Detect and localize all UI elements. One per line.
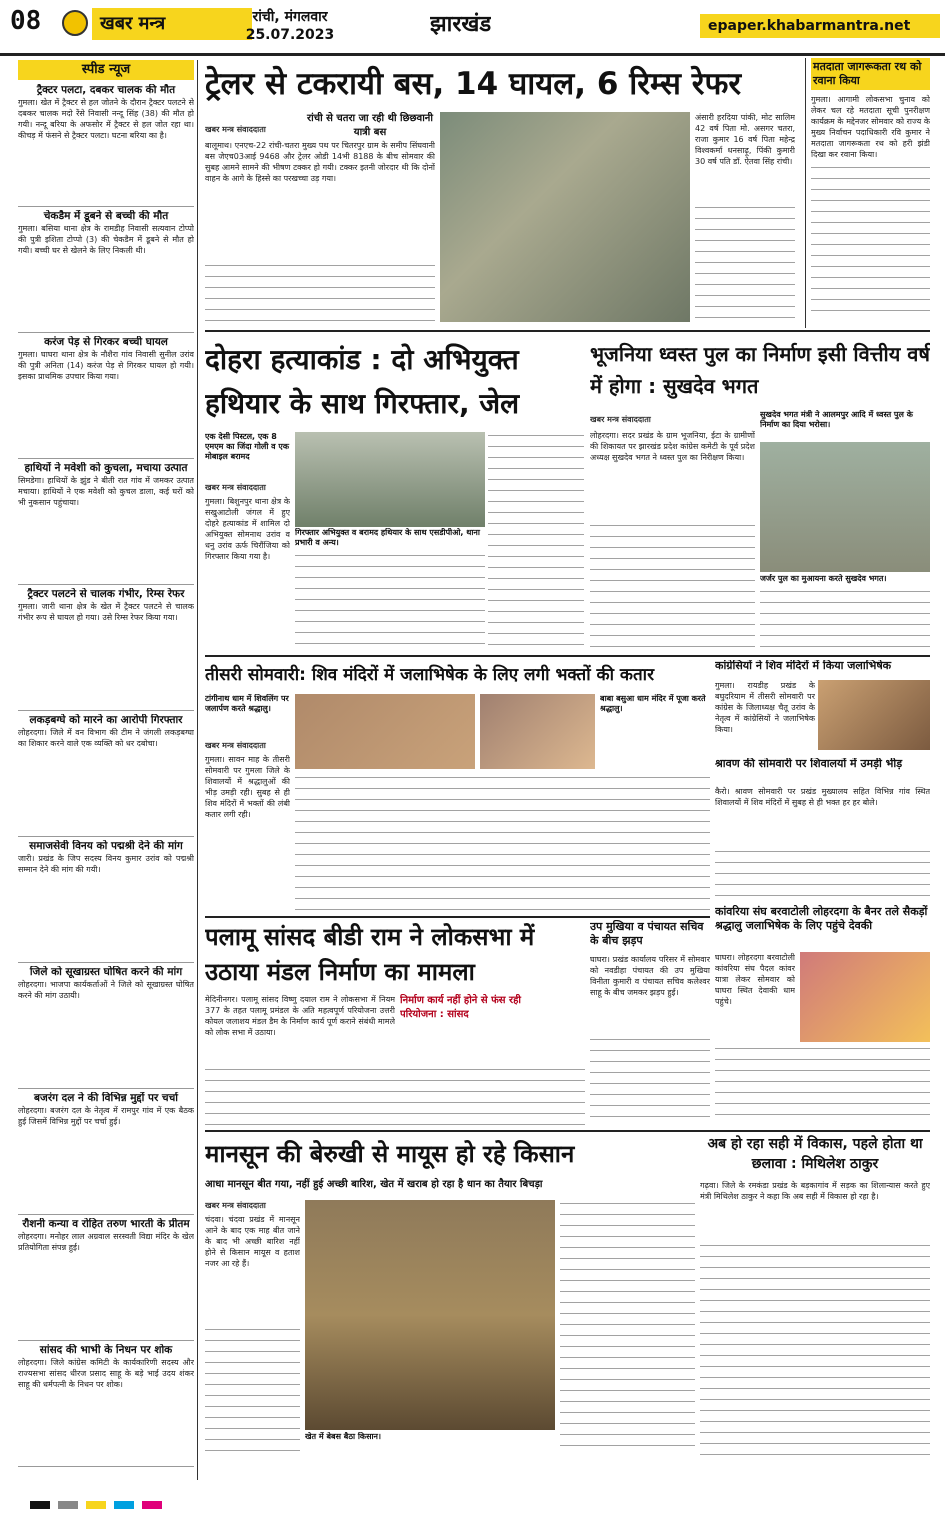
development-continued bbox=[700, 1242, 930, 1457]
right-column-story bbox=[805, 58, 930, 328]
registration-mark bbox=[30, 1501, 50, 1509]
shrawan-headline: तीसरी सोमवारी: शिव मंदिरों में जलाभिषेक के लिए लगी भक्तों की कतार bbox=[205, 665, 655, 685]
section-divider bbox=[205, 330, 930, 332]
registration-mark bbox=[142, 1501, 162, 1509]
shrawan-photo-2 bbox=[480, 694, 595, 769]
monsoon-body: चंदवा। चंदवा प्रखंड में मानसून आने के बाद एक माह बीत जाने के बाद भी अच्छी बारिश नहीं होने से किसान मायूस व हताश नजर आ रहे हैं। bbox=[205, 1215, 300, 1268]
news-brief-body: गुमला। बसिया थाना क्षेत्र के रामडीह निवासी सत्यवान टोप्पो की पुत्री इशिता टोप्पो (3) की चेकडैम में डूबने से मौत हो गयी। बच्ची घर से खेलने के लिए निकली थी। bbox=[18, 224, 194, 255]
news-brief-title: हाथियों ने मवेशी को कुचला, मचाया उत्पात bbox=[24, 462, 188, 474]
issue-date: 25.07.2023 bbox=[245, 27, 335, 43]
lead-body-continued bbox=[205, 262, 435, 322]
speed-news-label: स्पीड न्यूज bbox=[18, 60, 194, 80]
right-story-title: मतदाता जागरूकता रथ को रवाना किया bbox=[811, 58, 930, 90]
farmer-photo-caption: खेत में बेबस बैठा किसान। bbox=[305, 1432, 382, 1441]
news-brief-title: सांसद की भाभी के निधन पर शोक bbox=[39, 1344, 173, 1356]
epaper-link[interactable]: epaper.khabarmantra.net bbox=[700, 14, 940, 38]
brand-name: खबर मन्त्र bbox=[92, 8, 252, 40]
news-brief-body: लोहरदगा। भाजपा कार्यकर्ताओं ने जिले को सूखाग्रस्त घोषित करने की मांग उठायी। bbox=[18, 980, 194, 1000]
shrawan-caption-2: बाबा बसुआ धाम मंदिर में पूजा करते श्रद्धालु। bbox=[600, 694, 706, 713]
shrawan-caption-1: टांगीनाथ धाम में शिवलिंग पर जलार्पण करते श्रद्धालु। bbox=[205, 694, 289, 713]
bridge-attendees bbox=[760, 588, 930, 652]
development-body: गढ़वा। जिले के रमकंडा प्रखंड के बड़कागांव में सड़क का शिलान्यास करते हुए मंत्री मिथिलेश ठाकुर ने कहा कि अब सही में विकास हो रहा है। bbox=[700, 1181, 930, 1201]
lead-body: बालूमाथ। एनएच-22 रांची-चतरा मुख्य पथ पर चितरपुर ग्राम के समीप सिंघवानी बस जेएच03आई 9468 और ट्रेलर ओडी 14भी 8188 के बीच सोमवार की सुबह आमने सामने की भीषण टक्कर हो गयी। टक्कर इतनी जोरदार थी कि दोनों वाहन के आगे के हिस्से का परखच्चा उड़ गया। bbox=[205, 141, 435, 183]
news-brief-item bbox=[18, 1218, 194, 1341]
somwari-continued bbox=[715, 848, 930, 903]
news-brief-item bbox=[18, 210, 194, 333]
city-day: रांची, मंगलवार bbox=[252, 9, 328, 25]
somwari-body: कैरो। श्रावण सोमवारी पर प्रखंड मुख्यालय सहित विभिन्न गांव स्थित शिवालयों में शिव मंदिरों में सुबह से ही भक्त हर हर बोले। bbox=[715, 787, 930, 807]
shrawan-photo-1 bbox=[295, 694, 475, 769]
news-brief-body: लोहरदगा। जिले कांग्रेस कमिटी के कार्यकारिणी सदस्य और राज्यसभा सांसद धीरज प्रसाद साहू के बड़े भाई उदय शंकर साहू की धर्मपत्नी के निधन पर शोक। bbox=[18, 1358, 194, 1389]
news-brief-body: लोहरदगा। जिले में वन विभाग की टीम ने जंगली लकड़बग्घा का शिकार करने वाले एक व्यक्ति को धर दबोचा। bbox=[18, 728, 194, 748]
bridge-headline: भूजनिया ध्वस्त पुल का निर्माण इसी वित्तीय वर्ष में होगा : सुखदेव भगत bbox=[590, 342, 930, 398]
kanwariya-title: कांवरिया संघ बरवाटोली लोहरदगा के बैनर तले सैकड़ों श्रद्धालु जलाभिषेक के लिए पहुंचे देवकी bbox=[715, 905, 928, 932]
monsoon-byline: खबर मन्त्र संवाददाता bbox=[205, 1201, 266, 1210]
news-brief-item bbox=[18, 462, 194, 585]
right-story-continued bbox=[811, 164, 930, 314]
shrawan-body-continued bbox=[295, 774, 710, 914]
monsoon-body-col3 bbox=[560, 1200, 695, 1456]
news-brief-body: गुमला। जारी थाना क्षेत्र के खेत में ट्रैक्टर पलटने से चालक गंभीर रूप से घायल हो गया। उसे रिम्स रेफर किया गया। bbox=[18, 602, 194, 622]
congress-title: कांग्रेसियों ने शिव मंदिरों में किया जलाभिषेक bbox=[715, 660, 892, 672]
news-brief-title: चेकडैम में डूबने से बच्ची की मौत bbox=[43, 210, 169, 222]
section-divider bbox=[205, 655, 930, 657]
news-brief-title: करंज पेड़ से गिरकर बच्ची घायल bbox=[44, 336, 168, 348]
bridge-byline: खबर मन्त्र संवाददाता bbox=[590, 415, 651, 424]
news-brief-title: बजरंग दल ने की विभिन्न मुद्दों पर चर्चा bbox=[34, 1092, 178, 1104]
kanwariya-photo bbox=[800, 952, 930, 1042]
murder-body: गुमला। बिशुनपुर थाना क्षेत्र के सखुआटोली जंगल में हुए दोहरे हत्याकांड में शामिल दो अभियुक्त सोमनाथ उरांव व धनु उरांव ऊर्फ चिरौंजिया को गिरफ्तार किया गया है। bbox=[205, 497, 290, 561]
news-brief-title: ट्रैक्टर पलटने से चालक गंभीर, रिम्स रेफर bbox=[27, 588, 185, 600]
news-brief-body: गुमला। घाघरा थाना क्षेत्र के नौशैरा गांव निवासी सुनील उरांव की पुत्री अनिता (14) करंज पेड़ से गिरकर घायल हो गयी। इसका प्राथमिक उपचार किया गया। bbox=[18, 350, 194, 381]
development-title: अब हो रहा सही में विकास, पहले होता था छलावा : मिथिलेश ठाकुर bbox=[707, 1136, 923, 1172]
shrawan-body: गुमला। सावन माह के तीसरी सोमवारी पर गुमला जिले के शिवालयों में श्रद्धालुओं की भीड़ उमड़ी रही। सुबह से ही शिव मंदिरों में भक्तों की लंबी कतार लगी रही। bbox=[205, 755, 290, 819]
bridge-body: लोहरदगा। सदर प्रखंड के ग्राम भूजनिया, ईटा के ग्रामीणों की शिकायत पर झारखंड प्रदेश कांग्रेस कमेटी के पूर्व प्रदेश अध्यक्ष सुखदेव भगत ने ध्वस्त पुल का निरीक्षण किया। bbox=[590, 431, 755, 462]
left-column bbox=[18, 60, 198, 1480]
arrest-photo bbox=[295, 432, 485, 527]
shrawan-byline: खबर मन्त्र संवाददाता bbox=[205, 741, 266, 750]
bridge-caption: सुखदेव भगत मंत्री ने आलमपुर आदि में ध्वस्त पुल के निर्माण का दिया भरोसा। bbox=[760, 410, 913, 429]
monsoon-subheadline: आधा मानसून बीत गया, नहीं हुई अच्छी बारिश, खेत में खराब हो रहा है धान का तैयार बिचड़ा bbox=[205, 1179, 543, 1190]
lead-injured-list: अंसारी हरदिया पांकी, मोट सालिम 42 वर्ष पिता मो. असगर चतरा, राजा कुमार 16 वर्ष पिता महेन्द्र विश्वकर्मा धनसाढ़ू, पिंकी कुमारी 30 वर्ष पति डॉ. ऐतवा सिंह रांची। bbox=[695, 113, 795, 166]
news-brief-body: जारी। प्रखंड के जिप सदस्य विनय कुमार उरांव को पद्मश्री सम्मान देने की मांग की गयी। bbox=[18, 854, 194, 874]
news-brief-item bbox=[18, 84, 194, 207]
news-brief-title: समाजसेवी विनय को पद्मश्री देने की मांग bbox=[29, 840, 183, 852]
news-brief-item bbox=[18, 840, 194, 963]
news-brief-title: रौशनी कन्या व रोहित तरुण भारती के प्रीतम bbox=[22, 1218, 190, 1230]
mp-headline: पलामू सांसद बीडी राम ने लोकसभा में उठाया मंडल निर्माण का मामला bbox=[205, 923, 535, 986]
bridge-body-continued bbox=[590, 522, 755, 652]
page-header bbox=[0, 0, 945, 56]
news-brief-item bbox=[18, 966, 194, 1089]
mp-subheadline: निर्माण कार्य नहीं होने से फंस रही परियोजना : सांसद bbox=[400, 995, 522, 1020]
registration-mark bbox=[58, 1501, 78, 1509]
news-brief-item bbox=[18, 336, 194, 459]
somwari-title: श्रावण की सोमवारी पर शिवालयों में उमड़ी भीड़ bbox=[715, 758, 903, 770]
kanwariya-body: घाघरा। लोहरदगा बरवाटोली कांवरिया संघ पैदल कांवर यात्रा लेकर सोमवार को घाघरा स्थित देवाकी धाम पहुंचे। bbox=[715, 953, 795, 1006]
mukhiya-body: घाघरा। प्रखंड कार्यालय परिसर में सोमवार को नवडीहा पंचायत की उप मुखिया विनीता कुमारी व पंचायत सचिव कलेश्वर साहू के बीच जमकर झड़प हुई। bbox=[590, 955, 710, 997]
section-divider bbox=[205, 1130, 930, 1132]
bus-accident-photo bbox=[440, 112, 690, 322]
lead-subheadline: रांची से चतरा जा रही थी छिछवानी यात्री बस bbox=[307, 113, 433, 138]
murder-body-continued bbox=[295, 552, 485, 647]
mp-body: मेदिनीनगर। पलामू सांसद विष्णु दयाल राम ने लोकसभा में नियम 377 के तहत पलामू प्रमंडल के अति महत्वपूर्ण परियोजना उत्तरी कोयल जलाशय मंडल डैम के निर्माण कार्य पूर्ण कराने संबंधी मामले को लोक सभा में उठाया। bbox=[205, 995, 395, 1037]
news-brief-item bbox=[18, 1344, 194, 1467]
bridge-photo bbox=[760, 442, 930, 572]
right-story-body: गुमला। आगामी लोकसभा चुनाव को लेकर चल रहे मतदाता सूची पुनरीक्षण कार्यक्रम के मद्देनजर सोमवार को राज्य के मुख्य निर्वाचन पदाधिकारी रवि कुमार ने मतदाता जागरूकता रथ को हरी झंडी दिखा कर रवाना किया। bbox=[811, 95, 930, 159]
congress-photo bbox=[818, 680, 930, 750]
news-brief-item bbox=[18, 714, 194, 837]
news-brief-body: गुमला। खेत में ट्रैक्टर से हल जोतने के दौरान ट्रैक्टर पलटने से दबकर चालक मदो रेंसे निवासी नन्दू सिंह (38) की मौत हो गयी। नन्दू बरिया के अफसोर में ट्रैक्टर से हल जोत रहा था। कीचड़ में फंसने से ट्रैक्टर पलटा। घटना बरिया का है। bbox=[18, 98, 194, 140]
page-number: 08 bbox=[10, 6, 42, 36]
congress-body: गुमला। रायडीह प्रखंड के बघुदरियाम में तीसरी सोमवारी पर कांग्रेस के जिलाध्यक्ष चैतू उरांव के नेतृत्व में कांग्रेसियों ने जलाभिषेक किया। bbox=[715, 681, 815, 734]
bridge-photo-caption: जर्जर पुल का मुआयना करते सुखदेव भगत। bbox=[760, 574, 887, 583]
murder-body-col3 bbox=[488, 432, 584, 647]
murder-side-note: एक देसी पिस्टल, एक 8 एमएम का जिंदा गोली व एक मोबाइल बरामद bbox=[205, 432, 289, 461]
section-divider bbox=[205, 916, 710, 918]
murder-byline: खबर मन्त्र संवाददाता bbox=[205, 483, 266, 492]
mukhiya-continued bbox=[590, 1036, 710, 1126]
murder-headline: दोहरा हत्याकांड : दो अभियुक्त हथियार के साथ गिरफ्तार, जेल bbox=[205, 343, 520, 420]
arrest-photo-caption: गिरफ्तार अभियुक्त व बरामद हथियार के साथ एसडीपीओ, थाना प्रभारी व अन्य। bbox=[295, 528, 480, 547]
news-brief-list bbox=[18, 84, 194, 1474]
kanwariya-continued bbox=[715, 1045, 930, 1125]
registration-mark bbox=[86, 1501, 106, 1509]
news-brief-item bbox=[18, 1092, 194, 1215]
monsoon-body-continued bbox=[205, 1326, 300, 1456]
brand-logo-icon bbox=[62, 10, 88, 36]
news-brief-body: लोहरदगा। बजरंग दल के नेतृत्व में रामपुर गांव में एक बैठक हुई जिसमें विभिन्न मुद्दों पर चर्चा हुई। bbox=[18, 1106, 194, 1126]
farmer-photo bbox=[305, 1200, 555, 1430]
registration-mark bbox=[114, 1501, 134, 1509]
monsoon-headline: मानसून की बेरुखी से मायूस हो रहे किसान bbox=[205, 1140, 575, 1168]
news-brief-title: लकड़बग्घे को मारने का आरोपी गिरफ्तार bbox=[29, 714, 183, 726]
section-title: झारखंड bbox=[430, 12, 492, 37]
news-brief-title: ट्रैक्टर पलटा, दबकर चालक की मौत bbox=[36, 84, 176, 96]
news-brief-title: जिले को सूखाग्रस्त घोषित करने की मांग bbox=[29, 966, 183, 978]
news-brief-item bbox=[18, 588, 194, 711]
lead-injured-list-continued bbox=[695, 204, 795, 322]
lead-byline: खबर मन्त्र संवाददाता bbox=[205, 125, 266, 134]
news-brief-body: सिमडेगा। हाथियों के झुंड ने बीती रात गांव में जमकर उत्पात मचाया। हाथियों ने एक मवेशी को कुचल डाला, कई घरों को भी नुकसान पहुंचाया। bbox=[18, 476, 194, 507]
mp-body-continued bbox=[205, 1066, 585, 1126]
news-brief-body: लोहरदगा। मनोहर लाल अग्रवाल सरस्वती विद्या मंदिर के खेल प्रतियोगिता संपन्न हुई। bbox=[18, 1232, 194, 1252]
lead-headline: ट्रेलर से टकरायी बस, 14 घायल, 6 रिम्स रेफर bbox=[205, 66, 742, 102]
mukhiya-title: उप मुखिया व पंचायत सचिव के बीच झड़प bbox=[590, 920, 704, 947]
